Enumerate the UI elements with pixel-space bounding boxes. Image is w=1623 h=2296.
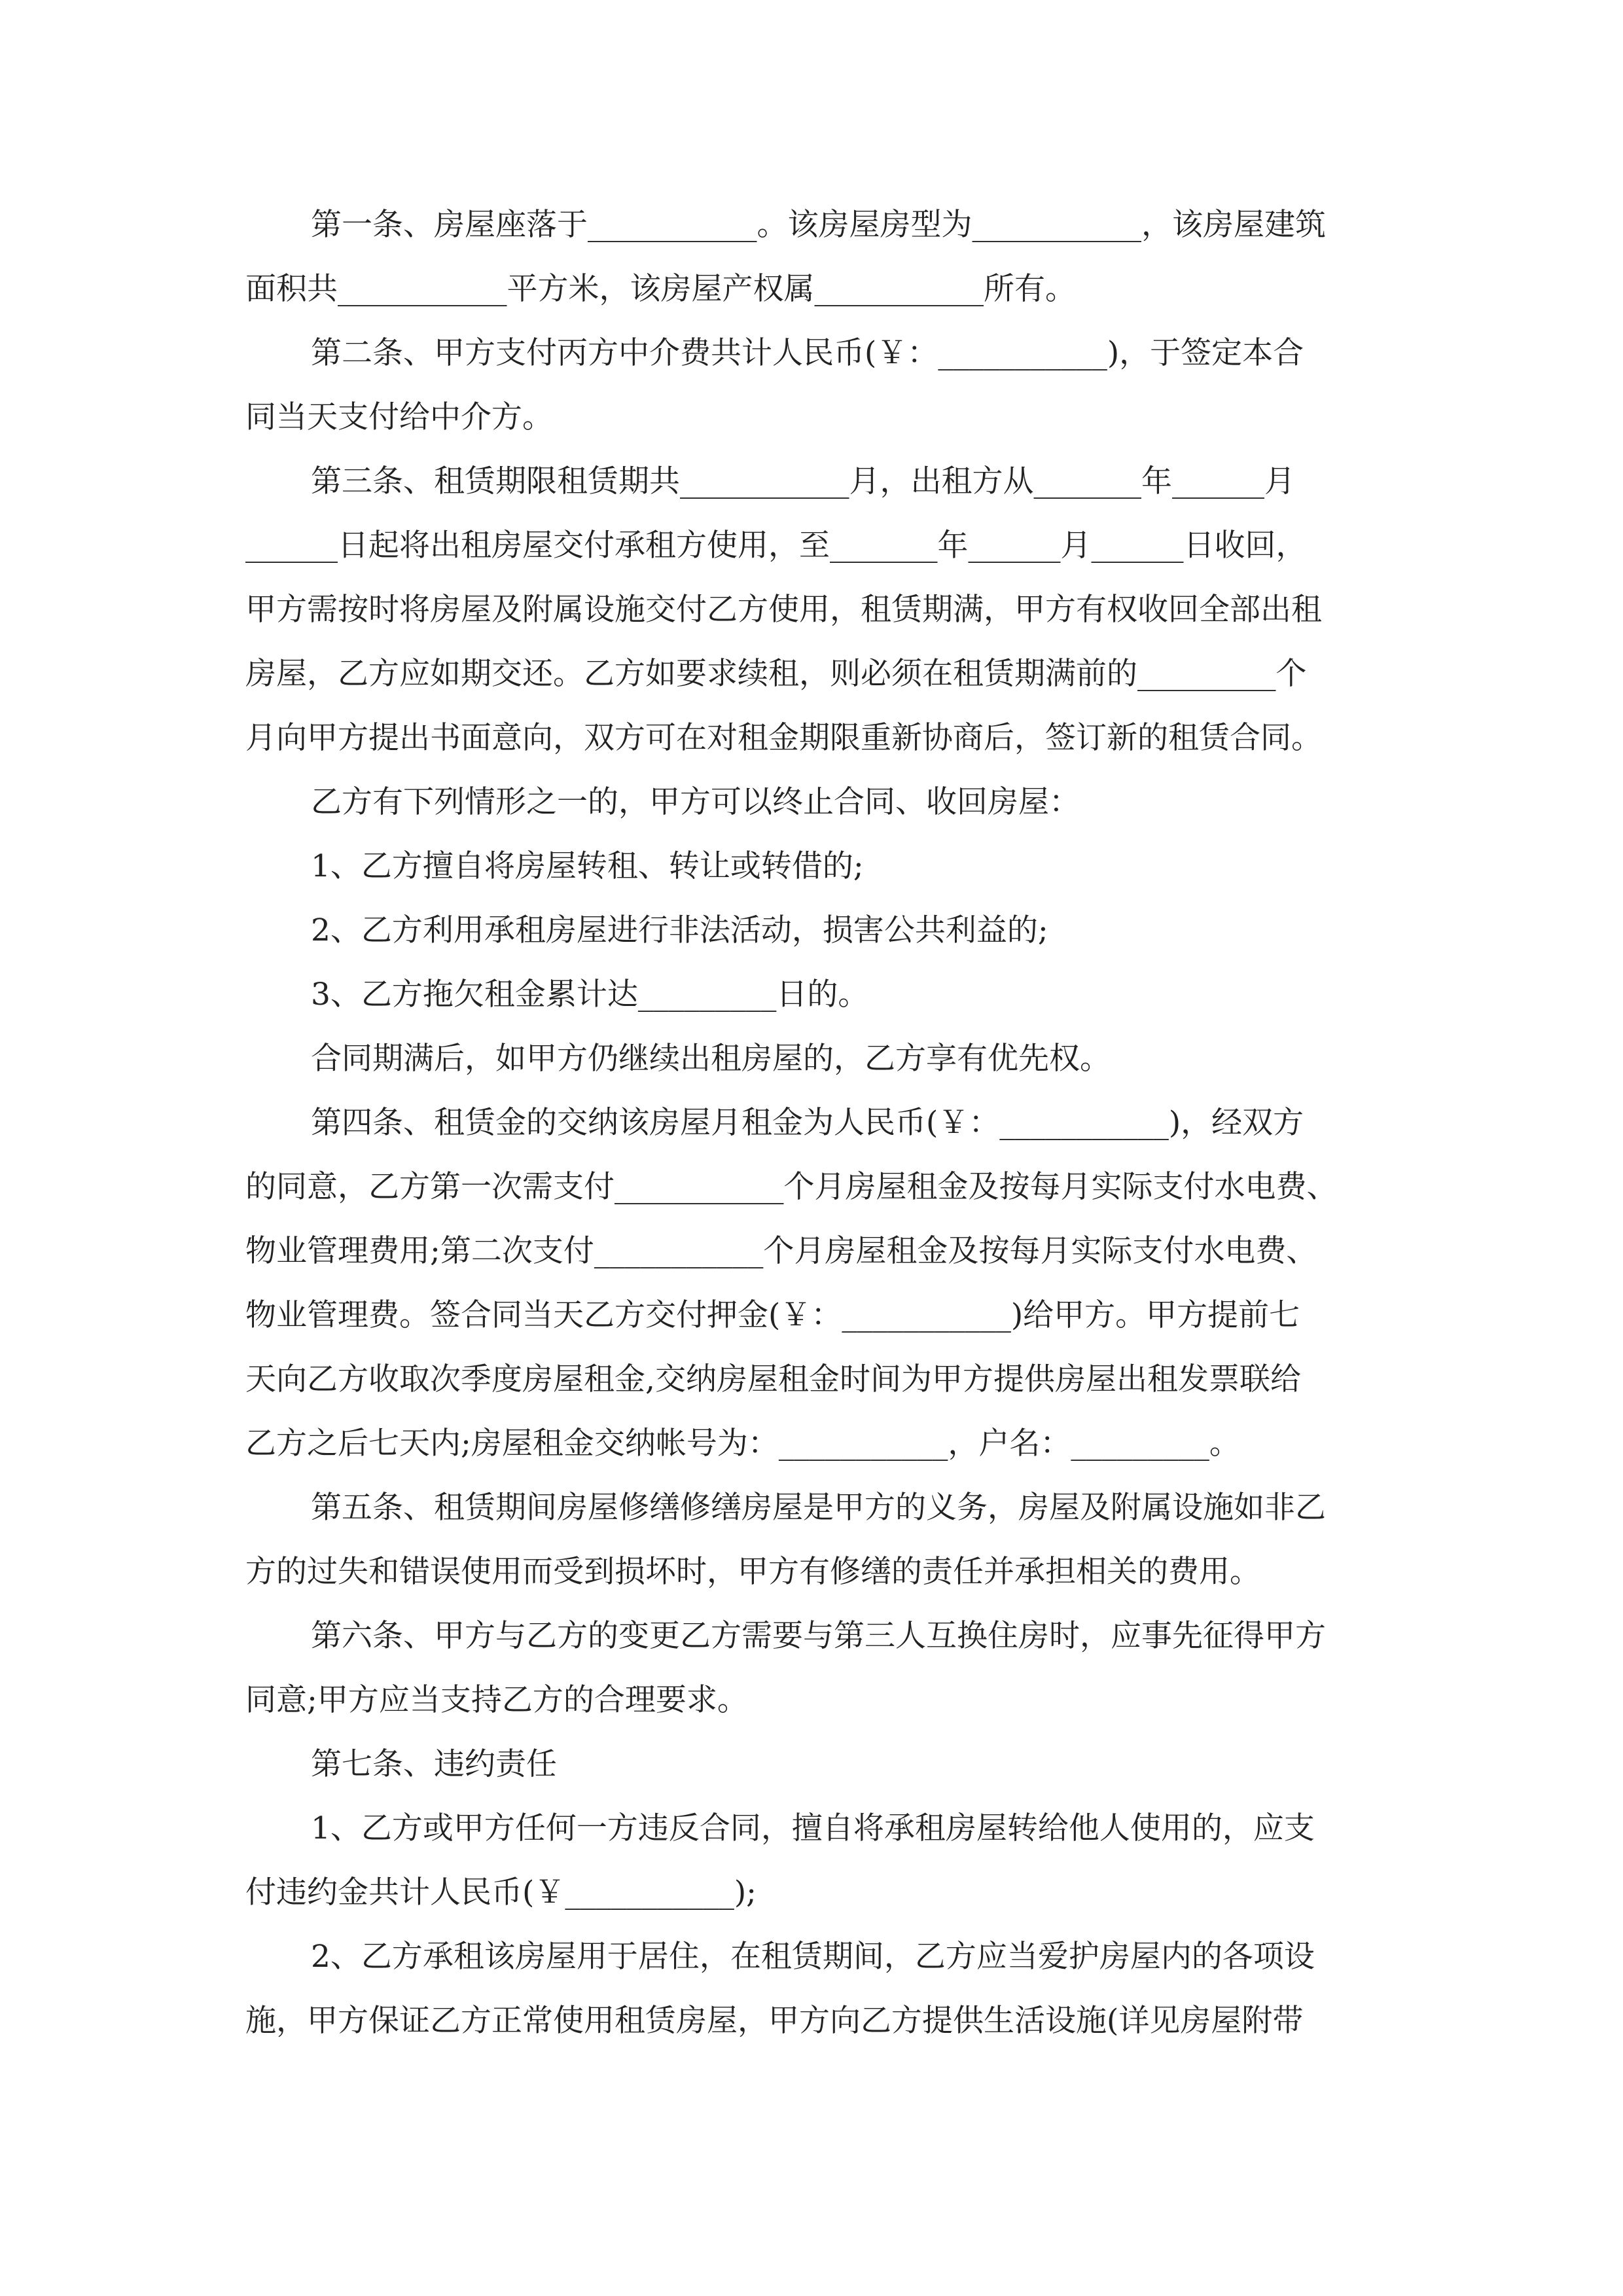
text-line: 2、乙方承租该房屋用于居住，在租赁期间，乙方应当爱护房屋内的各项设 — [311, 1939, 1315, 1975]
text-line: 方的过失和错误使用而受到损坏时，甲方有修缮的责任并承担相关的费用。 — [245, 1554, 1260, 1590]
text-line: ______日起将出租房屋交付承租方使用，至_______年______月______日收回， — [245, 528, 1307, 564]
text-line: 同意;甲方应当支持乙方的合理要求。 — [245, 1682, 748, 1718]
text-line: 物业管理费用;第二次支付___________个月房屋租金及按每月实际支付水电费、 — [245, 1233, 1317, 1269]
document-body — [245, 193, 1397, 2053]
text-line: 房屋，乙方应如期交还。乙方如要求续租，则必须在租赁期满前的_________个 — [245, 656, 1307, 692]
text-line: 第三条、租赁期限租赁期共___________月，出租方从_______年______月 — [311, 463, 1295, 499]
text-line: 天向乙方收取次季度房屋租金,交纳房屋租金时间为甲方提供房屋出租发票联给 — [245, 1361, 1301, 1397]
text-line: 甲方需按时将房屋及附属设施交付乙方使用，租赁期满，甲方有权收回全部出租 — [245, 592, 1322, 628]
text-line: 的同意，乙方第一次需支付___________个月房屋租金及按每月实际支付水电费、 — [245, 1169, 1338, 1205]
text-line: 施，甲方保证乙方正常使用租赁房屋，甲方向乙方提供生活设施(详见房屋附带 — [245, 2003, 1304, 2039]
text-line: 付违约金共计人民币(￥___________); — [245, 1874, 757, 1910]
text-line: 第二条、甲方支付丙方中介费共计人民币(￥：___________)，于签定本合 — [311, 335, 1304, 371]
text-line: 同当天支付给中介方。 — [245, 399, 553, 435]
text-line: 第四条、租赁金的交纳该房屋月租金为人民币(￥：___________)，经双方 — [311, 1105, 1304, 1141]
text-line: 合同期满后，如甲方仍继续出租房屋的，乙方享有优先权。 — [311, 1041, 1111, 1077]
text-line: 物业管理费。签合同当天乙方交付押金(￥：___________)给甲方。甲方提前七 — [245, 1297, 1300, 1333]
text-line: 月向甲方提出书面意向，双方可在对租金期限重新协商后，签订新的租赁合同。 — [245, 720, 1322, 756]
text-line: 2、乙方利用承租房屋进行非法活动，损害公共利益的; — [311, 912, 1048, 948]
text-line: 第七条、违约责任 — [311, 1746, 557, 1782]
text-line: 3、乙方拖欠租金累计达_________日的。 — [311, 977, 869, 1013]
text-line: 1、乙方或甲方任何一方违反合同，擅自将承租房屋转给他人使用的，应支 — [311, 1810, 1315, 1846]
text-line: 面积共___________平方米，该房屋产权属___________所有。 — [245, 271, 1076, 307]
text-line: 乙方之后七天内;房屋租金交纳帐号为：___________，户名：_________。 — [245, 1426, 1240, 1462]
text-line: 第一条、房屋座落于___________。该房屋房型为___________，该房屋建筑 — [311, 207, 1326, 243]
text-line: 乙方有下列情形之一的，甲方可以终止合同、收回房屋： — [311, 784, 1080, 820]
text-line: 第五条、租赁期间房屋修缮修缮房屋是甲方的义务，房屋及附属设施如非乙 — [311, 1490, 1326, 1526]
text-line: 1、乙方擅自将房屋转租、转让或转借的; — [311, 848, 864, 884]
text-line: 第六条、甲方与乙方的变更乙方需要与第三人互换住房时，应事先征得甲方 — [311, 1618, 1326, 1654]
